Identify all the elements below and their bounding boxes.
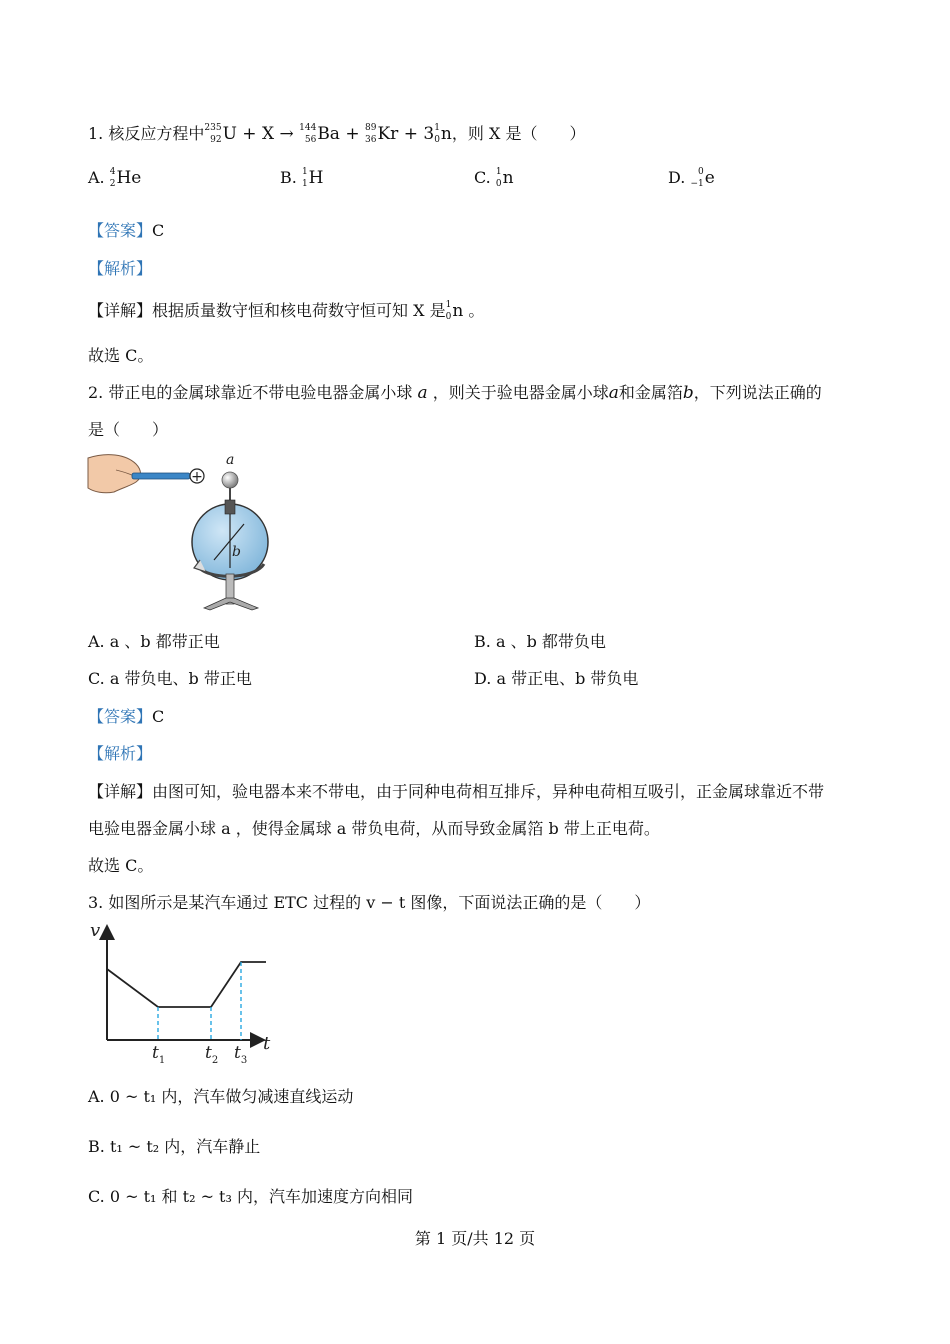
label-b: b (232, 544, 241, 560)
q2-answer: 【答案】C (88, 707, 165, 726)
q1-answer: 【答案】C (88, 221, 165, 240)
q3-option-b: B. t₁ ~ t₂ 内，汽车静止 (88, 1137, 261, 1156)
q2-option-a: A. a 、b 都带正电 (88, 632, 220, 651)
q2-option-c: C. a 带负电、b 带正电 (88, 669, 252, 688)
q2-detail-line2: 电验电器金属小球 a ，使得金属球 a 带负电荷，从而导致金属箔 b 带上正电荷。 (88, 819, 660, 838)
charged-rod (132, 473, 190, 479)
t1-tick-label: $t_1$ (152, 1043, 166, 1066)
q2-stem-line1: 2. 带正电的金属球靠近不带电验电器金属小球 a ，则关于验电器金属小球a和金属箔b，下列说法正确的 (88, 383, 822, 403)
velocity-curve (107, 962, 266, 1007)
page-footer: 第 1 页/共 12 页 (414, 1229, 536, 1248)
q2-stem-line2: 是（ ） (88, 420, 169, 439)
q3-stem: 3. 如图所示是某汽车通过 ETC 过程的 v − t 图像，下面说法正确的是（ ） (88, 893, 651, 912)
electroscope-figure (86, 448, 276, 614)
q1-detail: 【详解】根据质量数守恒和核电荷数守恒可知 X 是 1 0 n 。 (88, 300, 485, 322)
q2-option-b: B. a 、b 都带负电 (474, 632, 606, 651)
x-axis-label: t (263, 1033, 271, 1054)
metal-ball-a (222, 472, 238, 488)
t2-tick-label: $t_2$ (205, 1043, 219, 1066)
t3-tick-label: $t_3$ (234, 1043, 248, 1066)
q1-option-b: B. 1 1 H (280, 167, 324, 189)
y-axis-label: v (90, 920, 101, 941)
positive-sign: + (191, 469, 203, 485)
label-a: a (226, 452, 235, 468)
q1-analysis-tag: 【解析】 (88, 259, 153, 278)
q1-stem: 1. 核反应方程中 235 92 U + X → 144 56 Ba + 89 36 Kr + 3 1 0 n，则 X 是（ ） (88, 123, 586, 145)
q2-detail-line1: 【详解】由图可知，验电器本来不带电，由于同种电荷相互排斥，异种电荷相互吸引，正金属球靠近不带 (88, 782, 825, 801)
q1-option-d: D. 0 −1 e (668, 167, 715, 189)
q3-option-a: A. 0 ~ t₁ 内，汽车做匀减速直线运动 (88, 1087, 354, 1106)
q3-option-c: C. 0 ~ t₁ 和 t₂ ~ t₃ 内，汽车加速度方向相同 (88, 1187, 413, 1206)
q1-equation: 235 92 U + X → 144 56 Ba + 89 36 Kr + 3 1 0 n (204, 123, 452, 145)
q2-option-d: D. a 带正电、b 带负电 (474, 669, 639, 688)
q1-conclusion: 故选 C。 (88, 346, 154, 365)
q2-conclusion: 故选 C。 (88, 856, 154, 875)
q1-stem-text: 核反应方程中 (108, 124, 205, 143)
q1-option-a: A. 4 2 He (88, 167, 142, 189)
q2-analysis-tag: 【解析】 (88, 744, 153, 763)
q1-option-c: C. 1 0 n (474, 167, 514, 189)
vt-graph (86, 920, 276, 1066)
